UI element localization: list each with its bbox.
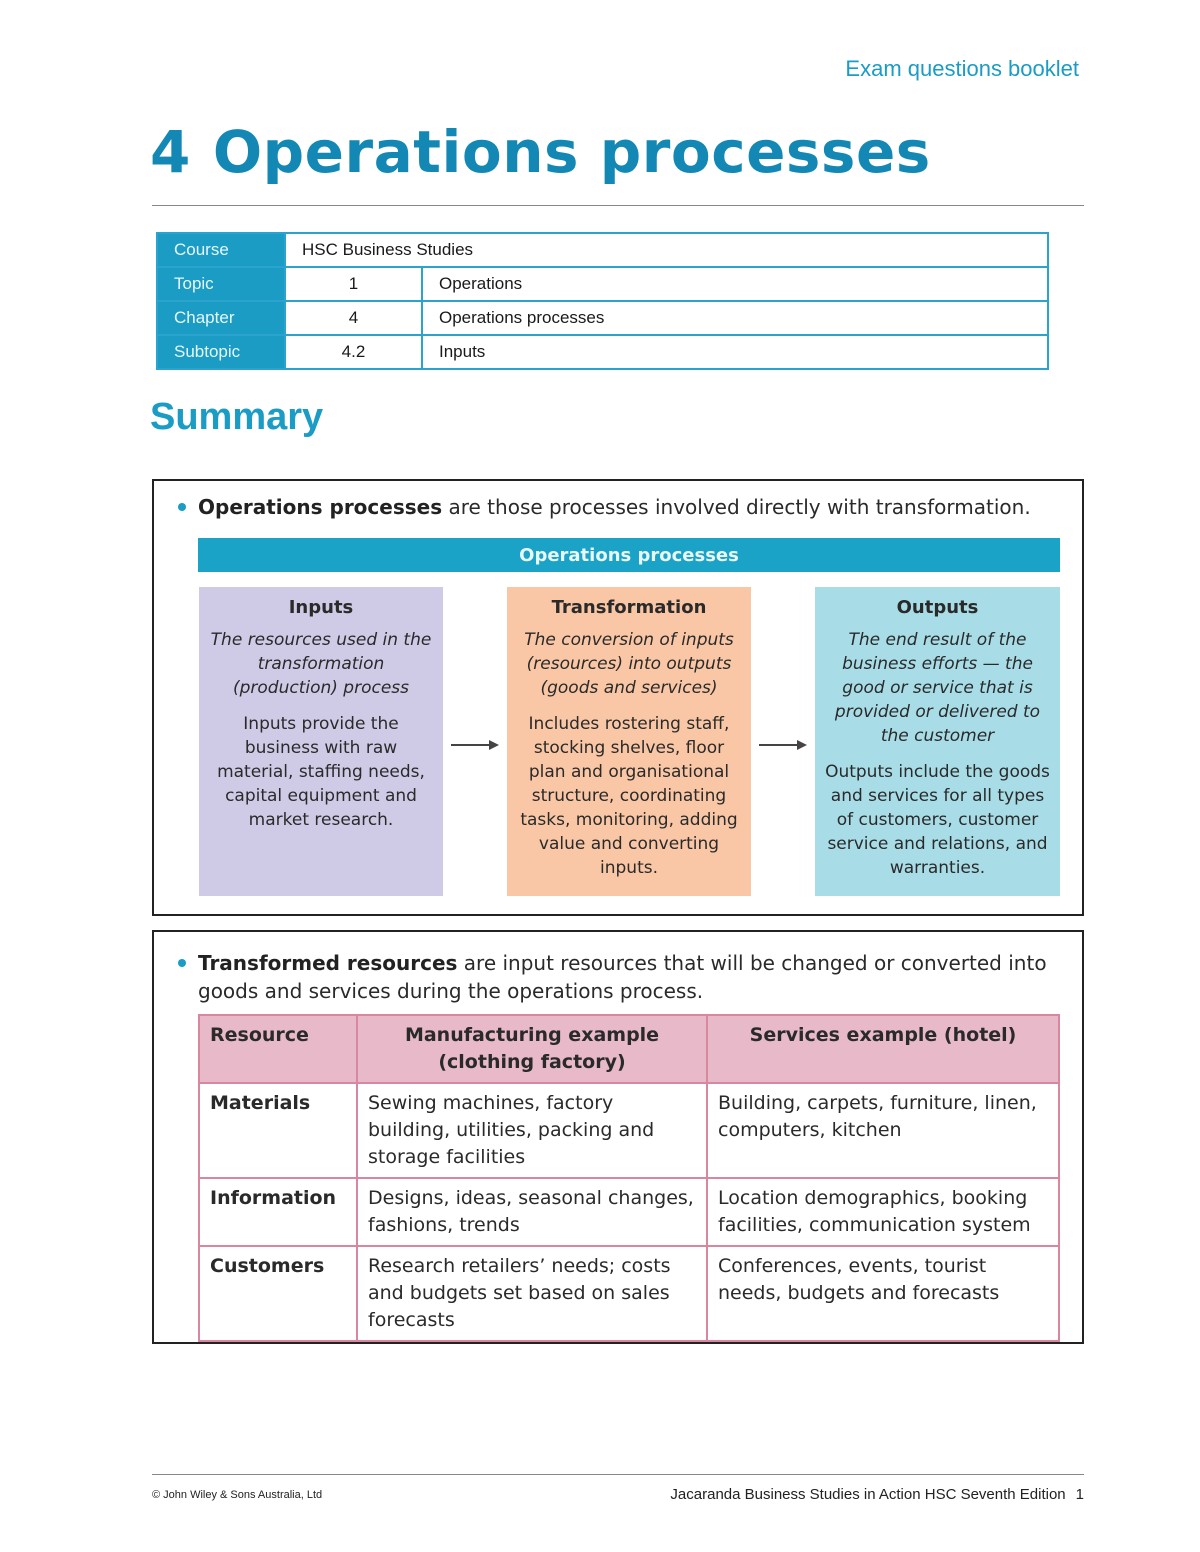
- services-example: Conferences, events, tourist needs, budgets and forecasts: [707, 1246, 1059, 1341]
- summary-heading: Summary: [150, 396, 324, 438]
- stage-transformation: [507, 587, 751, 896]
- arrow-right-icon: [451, 739, 499, 751]
- column-header: Resource: [199, 1015, 357, 1083]
- stage-definition: The resources used in the transformation (production) process: [210, 630, 432, 698]
- table-row: [199, 1083, 1059, 1178]
- info-value: Operations: [422, 267, 1048, 301]
- info-value: Operations processes: [422, 301, 1048, 335]
- booklet-label: Exam questions booklet: [845, 56, 1079, 81]
- column-header: Manufacturing example (clothing factory): [357, 1015, 707, 1083]
- bullet-point: [178, 949, 1062, 1005]
- services-example: Location demographics, booking facilities, communication system: [707, 1178, 1059, 1246]
- copyright-notice: © John Wiley & Sons Australia, Ltd: [152, 1489, 323, 1501]
- footer-book-info: [670, 1486, 1084, 1503]
- chapter-title: [150, 118, 931, 186]
- stage-description: Outputs include the goods and services for all types of customers, customer service and relations, and warranties.: [825, 762, 1050, 878]
- bullet-text: are input resources that will be changed or converted into goods and services during the operations process.: [198, 951, 1047, 1003]
- table-row: [199, 1246, 1059, 1341]
- title-divider: [152, 205, 1084, 206]
- stage-description: Inputs provide the business with raw material, staffing needs, capital equipment and market research.: [217, 714, 425, 830]
- services-example: Building, carpets, furniture, linen, computers, kitchen: [707, 1083, 1059, 1178]
- resource-name: Information: [199, 1178, 357, 1246]
- info-number: 4.2: [285, 335, 422, 369]
- info-number: 1: [285, 267, 422, 301]
- info-value: Inputs: [422, 335, 1048, 369]
- stage-inputs: [199, 587, 443, 896]
- bullet-text: are those processes involved directly with transformation.: [442, 495, 1031, 519]
- manufacturing-example: Sewing machines, factory building, utilities, packing and storage facilities: [357, 1083, 707, 1178]
- info-key: Course: [157, 233, 285, 267]
- manufacturing-example: Designs, ideas, seasonal changes, fashions, trends: [357, 1178, 707, 1246]
- stage-title: Transformation: [551, 597, 707, 618]
- table-header-row: [199, 1015, 1059, 1083]
- bullet-term: Operations processes: [198, 495, 443, 519]
- book-title: Jacaranda Business Studies in Action HSC Seventh Edition: [670, 1486, 1066, 1503]
- table-row: [157, 335, 1048, 369]
- chapter-title-text: Operations processes: [212, 118, 931, 186]
- bullet-point: [178, 493, 1062, 521]
- table-row: [199, 1178, 1059, 1246]
- bullet-icon: [178, 959, 186, 967]
- stage-description: Includes rostering staff, stocking shelves, floor plan and organisational structure, coordinating tasks, monitoring, adding value and converting inputs.: [520, 714, 738, 878]
- stage-outputs: [815, 587, 1060, 896]
- stage-definition: The conversion of inputs (resources) into outputs (goods and services): [524, 630, 734, 698]
- chapter-info-table: [156, 232, 1049, 370]
- chapter-number: 4: [150, 118, 191, 186]
- bullet-term: Transformed resources: [198, 951, 458, 975]
- table-row: [157, 301, 1048, 335]
- manufacturing-example: Research retailers’ needs; costs and budgets set based on sales forecasts: [357, 1246, 707, 1341]
- operations-processes-box: [152, 479, 1084, 916]
- resource-name: Customers: [199, 1246, 357, 1341]
- resources-table: [198, 1014, 1060, 1342]
- resource-name: Materials: [199, 1083, 357, 1178]
- info-key: Chapter: [157, 301, 285, 335]
- info-key: Subtopic: [157, 335, 285, 369]
- info-number: 4: [285, 301, 422, 335]
- bullet-icon: [178, 503, 186, 511]
- info-key: Topic: [157, 267, 285, 301]
- page-number: 1: [1075, 1486, 1084, 1503]
- diagram-banner: Operations processes: [198, 538, 1060, 572]
- stage-title: Outputs: [896, 597, 979, 618]
- stage-definition: The end result of the business efforts — the good or service that is provided or delivered to the customer: [834, 630, 1041, 746]
- stage-title: Inputs: [288, 597, 354, 618]
- footer-divider: [152, 1474, 1084, 1475]
- table-row: [157, 267, 1048, 301]
- table-row: [157, 233, 1048, 267]
- arrow-right-icon: [759, 739, 807, 751]
- info-value: HSC Business Studies: [285, 233, 1048, 267]
- transformed-resources-box: [152, 930, 1084, 1344]
- column-header: Services example (hotel): [707, 1015, 1059, 1083]
